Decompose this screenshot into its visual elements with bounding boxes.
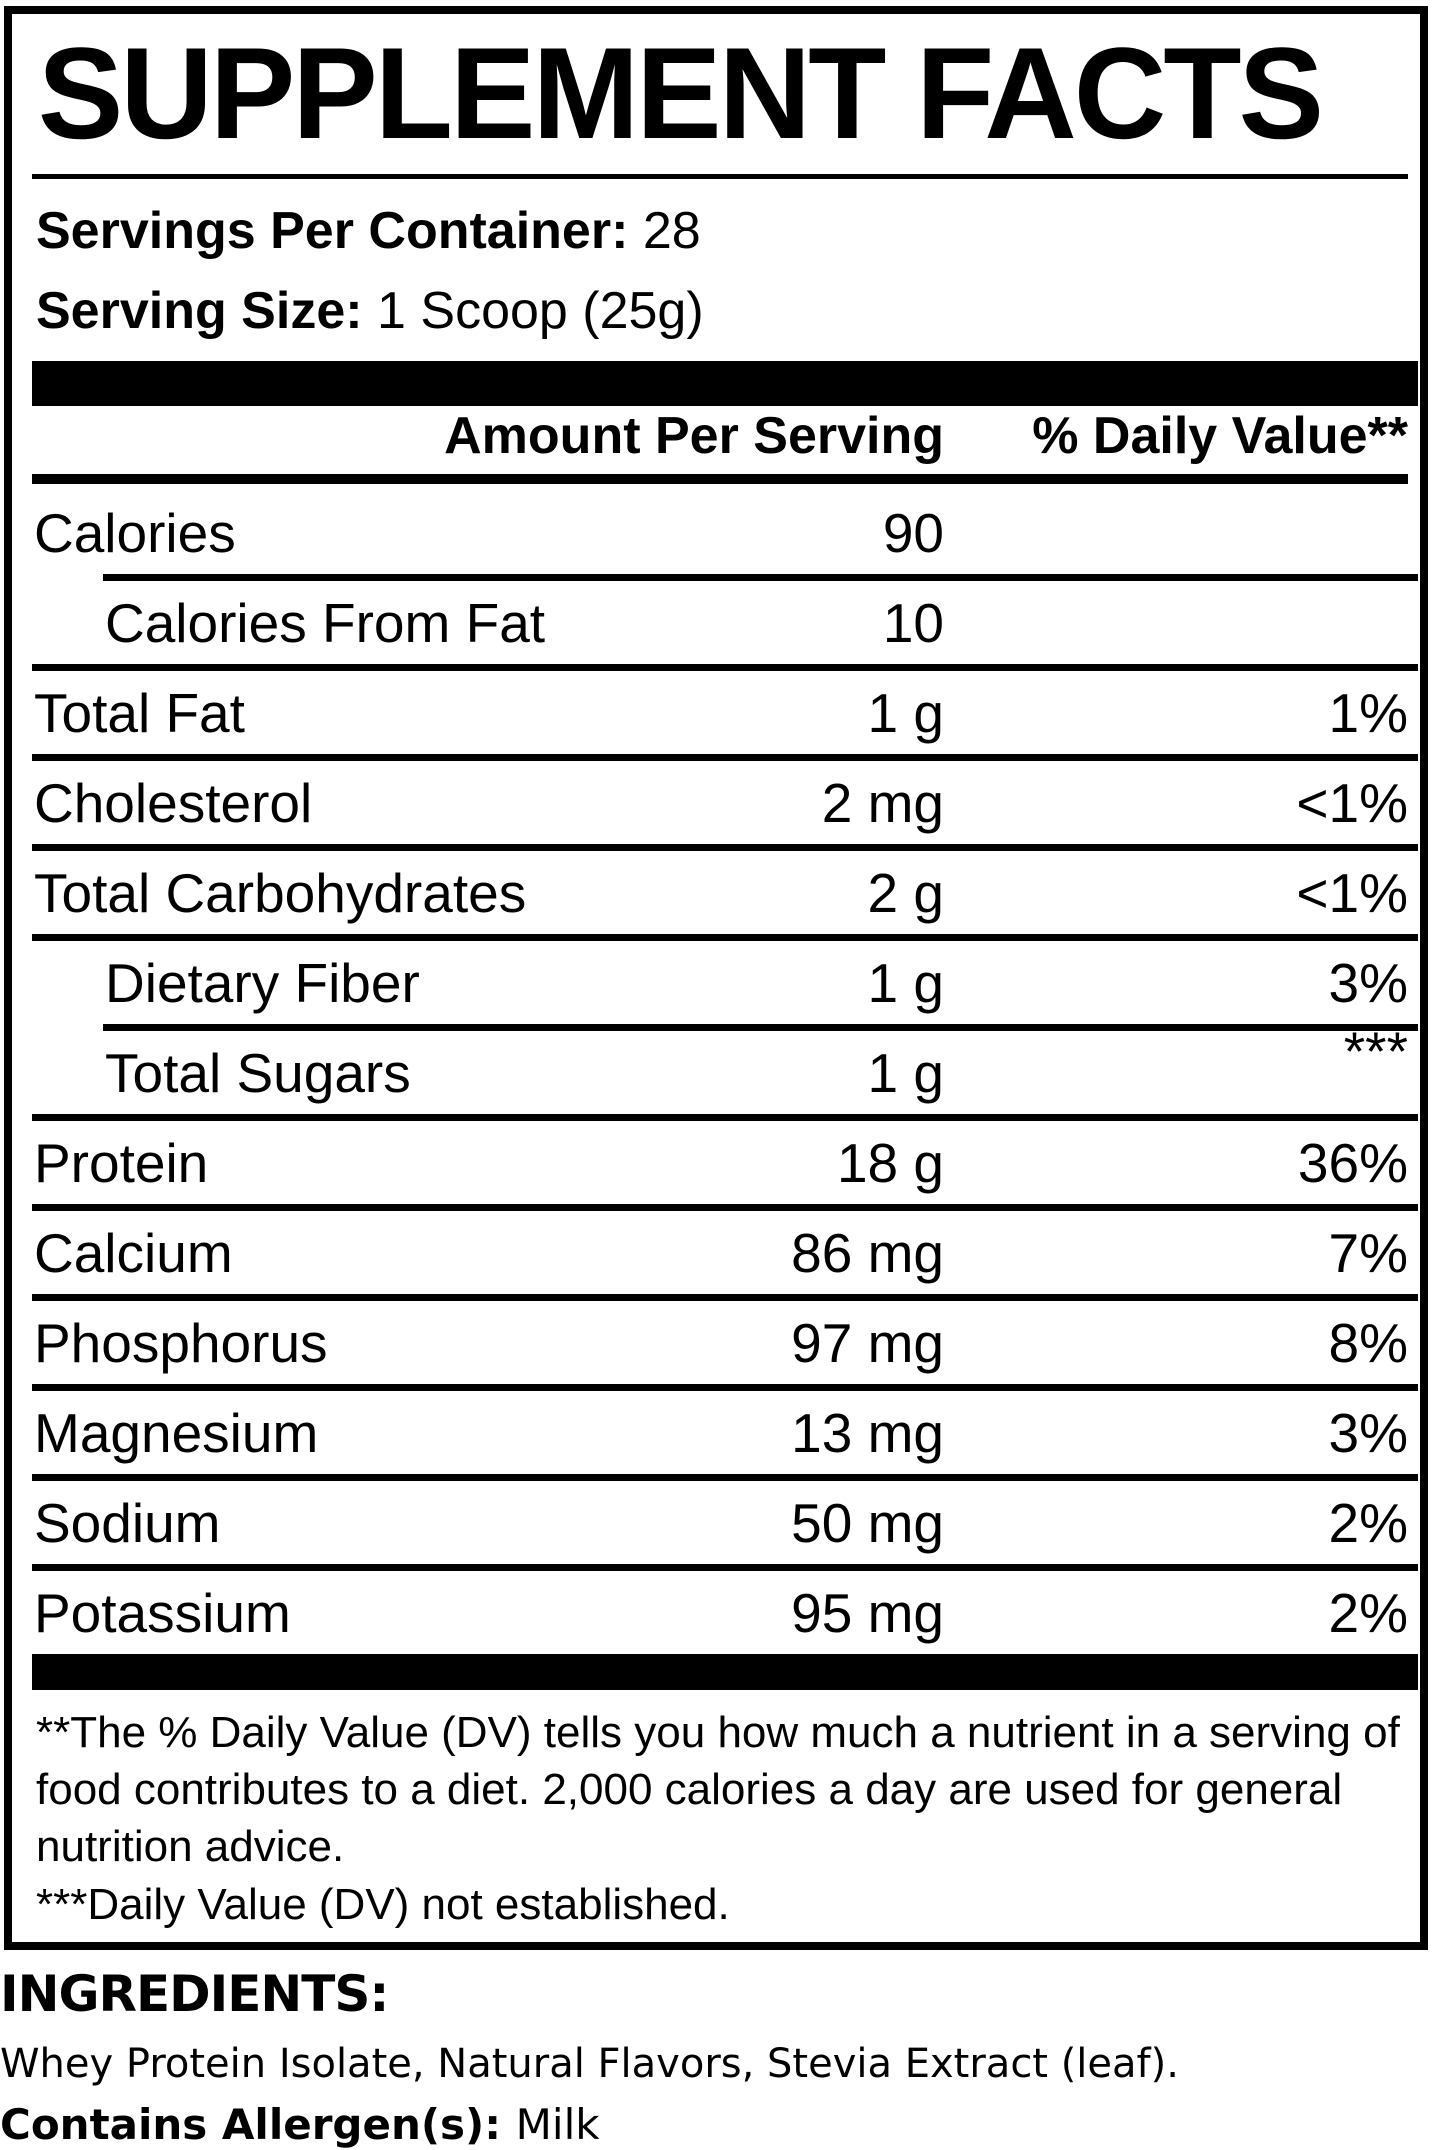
nutrient-name: Calories bbox=[34, 501, 236, 564]
nutrient-name: Total Sugars bbox=[105, 1041, 411, 1104]
row-divider bbox=[32, 1474, 1418, 1481]
row-divider bbox=[32, 1114, 1418, 1121]
table-row bbox=[32, 484, 1408, 574]
nutrient-table bbox=[32, 484, 1408, 1654]
nutrient-amount: 1 g bbox=[867, 951, 944, 1014]
nutrient-name: Dietary Fiber bbox=[105, 951, 420, 1014]
nutrient-amount: 1 g bbox=[867, 681, 944, 744]
row-divider bbox=[32, 844, 1418, 851]
footnotes bbox=[32, 1690, 1408, 1933]
nutrient-name: Total Fat bbox=[34, 681, 245, 744]
table-row bbox=[32, 574, 1408, 664]
allergen-label: Contains Allergen(s): bbox=[0, 2099, 502, 2149]
supplement-facts-panel bbox=[4, 6, 1428, 1950]
nutrient-name: Total Carbohydrates bbox=[34, 861, 527, 924]
serving-info bbox=[32, 179, 1408, 351]
table-header bbox=[32, 406, 1408, 484]
column-header-amount: Amount Per Serving bbox=[444, 407, 944, 465]
table-row bbox=[32, 1204, 1408, 1294]
nutrient-amount: 86 mg bbox=[791, 1221, 944, 1284]
nutrient-amount: 18 g bbox=[836, 1131, 944, 1194]
nutrient-daily-value: 3% bbox=[1328, 951, 1408, 1014]
serving-size-value: 1 Scoop (25g) bbox=[377, 282, 704, 340]
nutrient-amount: 2 g bbox=[867, 861, 944, 924]
nutrient-daily-value: <1% bbox=[1296, 771, 1408, 834]
page-title: SUPPLEMENT FACTS bbox=[37, 20, 1322, 166]
row-divider bbox=[32, 1384, 1418, 1391]
table-row bbox=[32, 1294, 1408, 1384]
nutrient-amount: 97 mg bbox=[791, 1311, 944, 1374]
ingredients-list: Whey Protein Isolate, Natural Flavors, Stevia Extract (leaf). bbox=[0, 2040, 1179, 2087]
nutrient-amount: 50 mg bbox=[791, 1491, 944, 1554]
table-row bbox=[32, 754, 1408, 844]
separator-bar-top bbox=[32, 361, 1418, 406]
row-divider bbox=[32, 934, 1418, 941]
nutrient-amount: 13 mg bbox=[791, 1401, 944, 1464]
nutrient-name: Sodium bbox=[34, 1491, 221, 1554]
nutrient-name: Cholesterol bbox=[34, 771, 313, 834]
nutrient-daily-value: 2% bbox=[1328, 1491, 1408, 1554]
allergen-line bbox=[0, 2100, 1445, 2150]
nutrient-daily-value: 7% bbox=[1328, 1221, 1408, 1284]
row-divider bbox=[32, 1204, 1418, 1211]
nutrient-daily-value: 3% bbox=[1328, 1401, 1408, 1464]
separator-bar-bottom bbox=[32, 1654, 1418, 1690]
table-row bbox=[32, 1020, 1408, 1114]
table-row bbox=[32, 1564, 1408, 1654]
nutrient-daily-value: 2% bbox=[1328, 1581, 1408, 1644]
nutrient-amount: 10 bbox=[882, 591, 944, 654]
nutrient-name: Phosphorus bbox=[34, 1311, 328, 1374]
row-divider bbox=[103, 1024, 1418, 1031]
row-divider bbox=[32, 1564, 1418, 1571]
footnote-not-established: ***Daily Value (DV) not established. bbox=[36, 1879, 730, 1929]
nutrient-name: Calories From Fat bbox=[105, 591, 546, 654]
nutrient-name: Protein bbox=[34, 1131, 209, 1194]
table-row bbox=[32, 844, 1408, 934]
nutrient-daily-value: 1% bbox=[1328, 681, 1408, 744]
row-divider bbox=[32, 1294, 1418, 1301]
nutrient-name: Potassium bbox=[34, 1581, 291, 1644]
nutrient-name: Calcium bbox=[34, 1221, 233, 1284]
ingredients-section bbox=[0, 1966, 1445, 2150]
nutrient-daily-value: *** bbox=[1343, 1020, 1408, 1082]
nutrient-daily-value: 8% bbox=[1328, 1311, 1408, 1374]
nutrient-daily-value: <1% bbox=[1296, 861, 1408, 924]
table-row bbox=[32, 1384, 1408, 1474]
footnote-daily-value: **The % Daily Value (DV) tells you how much a nutrient in a serving of food contributes to a diet. 2,000 calories a day are used for general nutrition advice. bbox=[36, 1708, 1400, 1872]
nutrient-daily-value: 36% bbox=[1297, 1131, 1408, 1194]
nutrient-amount: 90 bbox=[882, 501, 944, 564]
table-row bbox=[32, 1114, 1408, 1204]
row-divider bbox=[32, 664, 1418, 671]
table-row bbox=[32, 664, 1408, 754]
serving-size bbox=[36, 271, 1408, 351]
ingredients-heading: INGREDIENTS: bbox=[0, 1965, 389, 2023]
allergen-value: Milk bbox=[515, 2099, 600, 2149]
servings-per-container bbox=[36, 191, 1408, 271]
serving-size-label: Serving Size: bbox=[36, 282, 363, 340]
table-row bbox=[32, 934, 1408, 1024]
column-header-daily-value: % Daily Value** bbox=[1032, 407, 1408, 465]
nutrient-amount: 95 mg bbox=[791, 1581, 944, 1644]
row-divider bbox=[32, 754, 1418, 761]
row-divider bbox=[103, 574, 1418, 581]
nutrient-amount: 2 mg bbox=[821, 771, 944, 834]
nutrient-amount: 1 g bbox=[867, 1041, 944, 1104]
table-row bbox=[32, 1474, 1408, 1564]
nutrient-name: Magnesium bbox=[34, 1401, 319, 1464]
servings-per-container-value: 28 bbox=[642, 202, 701, 260]
servings-per-container-label: Servings Per Container: bbox=[36, 202, 629, 260]
